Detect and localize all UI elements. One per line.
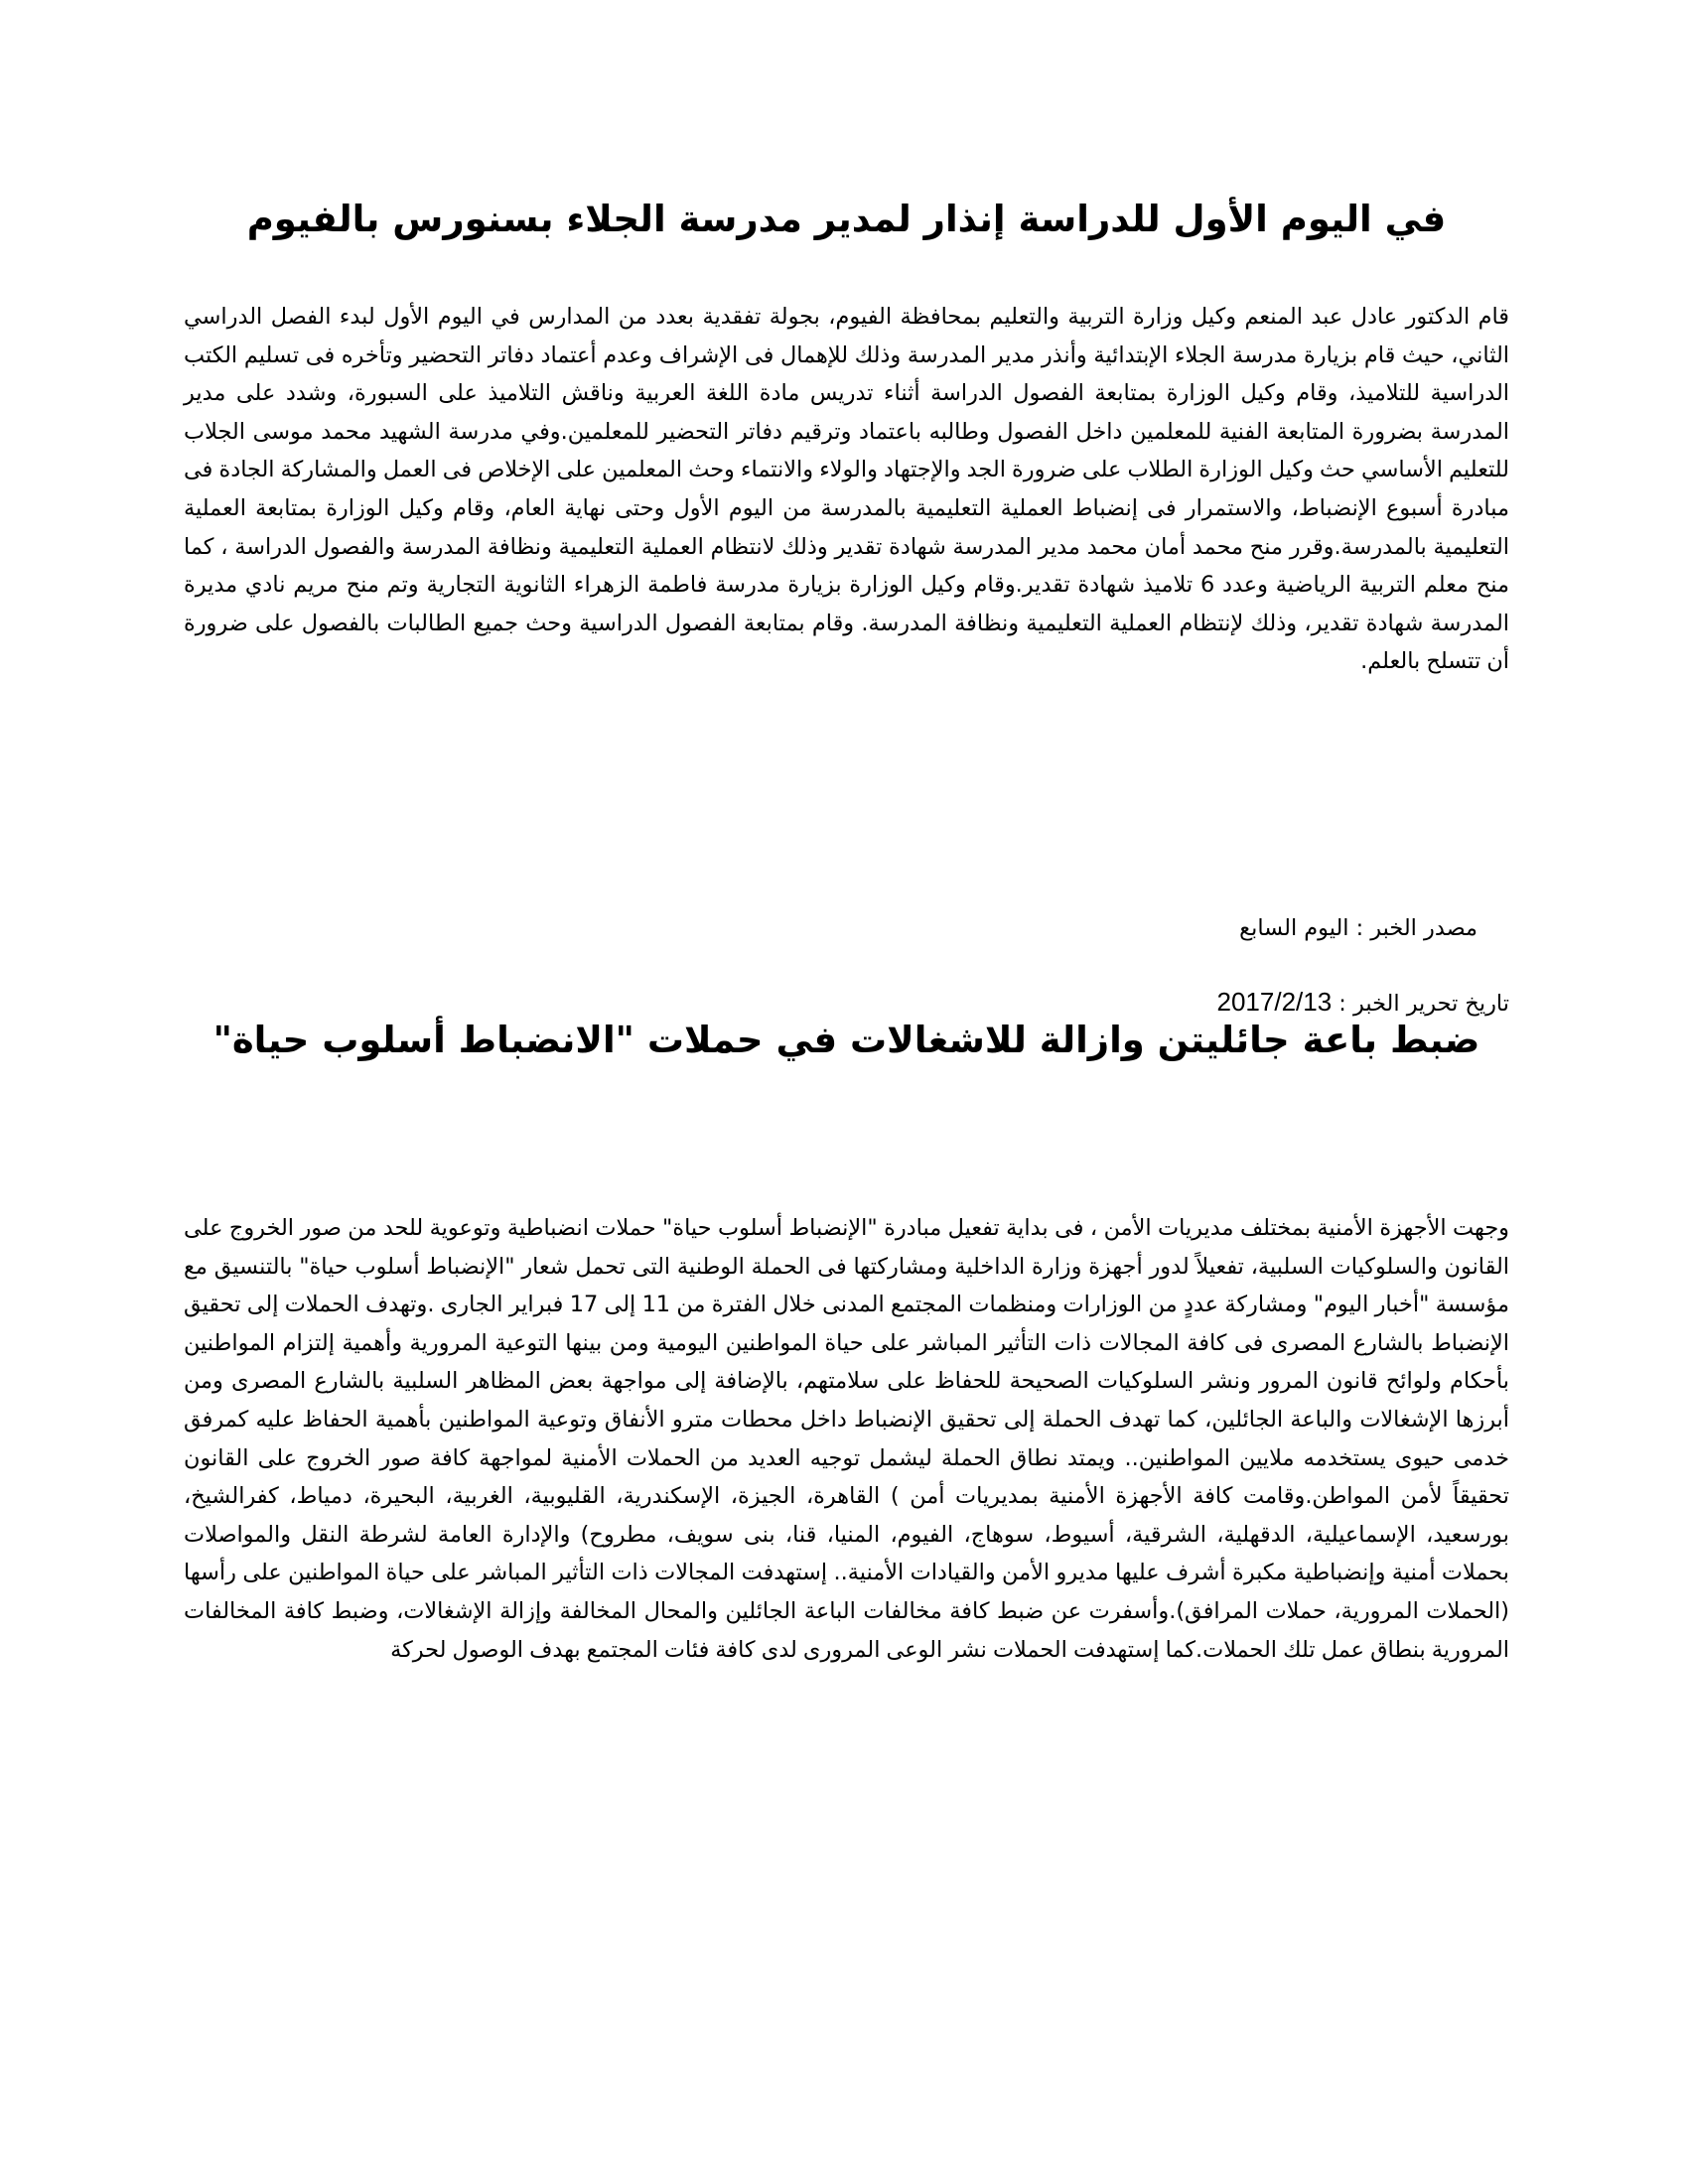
article-1-date-label: تاريخ تحرير الخبر : — [1332, 991, 1509, 1017]
article-1-body: قام الدكتور عادل عبد المنعم وكيل وزارة التربية والتعليم بمحافظة الفيوم، بجولة تفقدية بعدد من المدارس في اليوم الأول لبدء الفصل الدراسي الثاني، حيث قام بزيارة مدرسة الجلاء الإبتدائية وأنذر مدير المدرسة وذلك للإهمال فى الإشراف وعدم أعتماد دفاتر التحضير وتأخره فى تسليم الكتب الدراسية للتلاميذ، وقام وكيل الوزارة بمتابعة الفصول الدراسة أثناء تدريس مادة اللغة العربية وناقش التلاميذ على السبورة، وشدد على مدير المدرسة بضرورة المتابعة الفنية للمعلمين داخل الفصول وطالبه باعتماد وترقيم دفاتر التحضير للمعلمين.وفي مدرسة الشهيد محمد موسى الجلاب للتعليم الأساسي حث وكيل الوزارة الطلاب على ضرورة الجد والإجتهاد والولاء والانتماء وحث المعلمين على الإخلاص فى العمل والمشاركة الجادة فى مبادرة أسبوع الإنضباط، والاستمرار فى إنضباط العملية التعليمية بالمدرسة من اليوم الأول وحتى نهاية العام، وقام وكيل الوزارة بمتابعة العملية التعليمية بالمدرسة.وقرر منح محمد أمان محمد مدير المدرسة شهادة تقدير وذلك لانتظام العملية التعليمية ونظافة المدرسة والفصول الدراسة ، كما منح معلم التربية الرياضية وعدد 6 تلاميذ شهادة تقدير.وقام وكيل الوزارة بزيارة مدرسة فاطمة الزهراء الثانوية التجارية وتم منح مريم نادي مديرة المدرسة شهادة تقدير، وذلك لإنتظام العملية التعليمية ونظافة المدرسة. وقام بمتابعة الفصول الدراسية وحث جميع الطالبات بالفصول على ضرورة أن تتسلح بالعلم. — [184, 304, 1509, 675]
article-1-date-line — [1217, 985, 1509, 1021]
article-1-title: في اليوم الأول للدراسة إنذار لمدير مدرسة الجلاء بسنورس بالفيوم — [246, 198, 1447, 240]
article-2-title: ضبط باعة جائليتن وازالة للاشغالات في حملات "الانضباط أسلوب حياة" — [212, 1019, 1480, 1061]
article-1-date-value: 2017/2/13 — [1216, 987, 1333, 1017]
article-2-body: وجهت الأجهزة الأمنية بمختلف مديريات الأمن ، فى بداية تفعيل مبادرة "الإنضباط أسلوب حياة" حملات انضباطية وتوعوية للحد من صور الخروج على القانون والسلوكيات السلبية، تفعيلاً لدور أجهزة وزارة الداخلية ومشاركتها فى الحملة الوطنية التى تحمل شعار "الإنضباط أسلوب حياة" بالتنسيق مع مؤسسة "أخبار اليوم" ومشاركة عددٍ من الوزارات ومنظمات المجتمع المدنى خلال الفترة من 11 إلى 17 فبراير الجارى .وتهدف الحملات إلى تحقيق الإنضباط بالشارع المصرى فى كافة المجالات ذات التأثير المباشر على حياة المواطنين اليومية ومن بينها التوعية المرورية وأهمية إلتزام المواطنين بأحكام ولوائح قانون المرور ونشر السلوكيات الصحيحة للحفاظ على سلامتهم، بالإضافة إلى مواجهة بعض المظاهر السلبية بالشارع المصرى ومن أبرزها الإشغالات والباعة الجائلين، كما تهدف الحملة إلى تحقيق الإنضباط داخل محطات مترو الأنفاق وتوعية المواطنين بأهمية الحفاظ عليه كمرفق خدمى حيوى يستخدمه ملايين المواطنين.. ويمتد نطاق الحملة ليشمل توجيه العديد من الحملات الأمنية لمواجهة كافة صور الخروج على القانون تحقيقاً لأمن المواطن.وقامت كافة الأجهزة الأمنية بمديريات أمن ) القاهرة، الجيزة، الإسكندرية، القليوبية، الغربية، البحيرة، دمياط، كفرالشيخ، بورسعيد، الإسماعيلية، الدقهلية، الشرقية، أسيوط، سوهاج، الفيوم، المنيا، قنا، بنى سويف، مطروح) والإدارة العامة لشرطة النقل والمواصلات بحملات أمنية وإنضباطية مكبرة أشرف عليها مديرو الأمن والقيادات الأمنية.. إستهدفت المجالات ذات التأثير المباشر على حياة المواطنين على رأسها (الحملات المرورية، حملات المرافق).وأسفرت عن ضبط كافة مخالفات الباعة الجائلين والمحال المخالفة وإزالة الإشغالات، وضبط كافة المخالفات المرورية بنطاق عمل تلك الحملات.كما إستهدفت الحملات نشر الوعى المرورى لدى كافة فئات المجتمع بهدف الوصول لحركة — [184, 1215, 1509, 1663]
article-1-source: مصدر الخبر : اليوم السابع — [1239, 915, 1477, 941]
